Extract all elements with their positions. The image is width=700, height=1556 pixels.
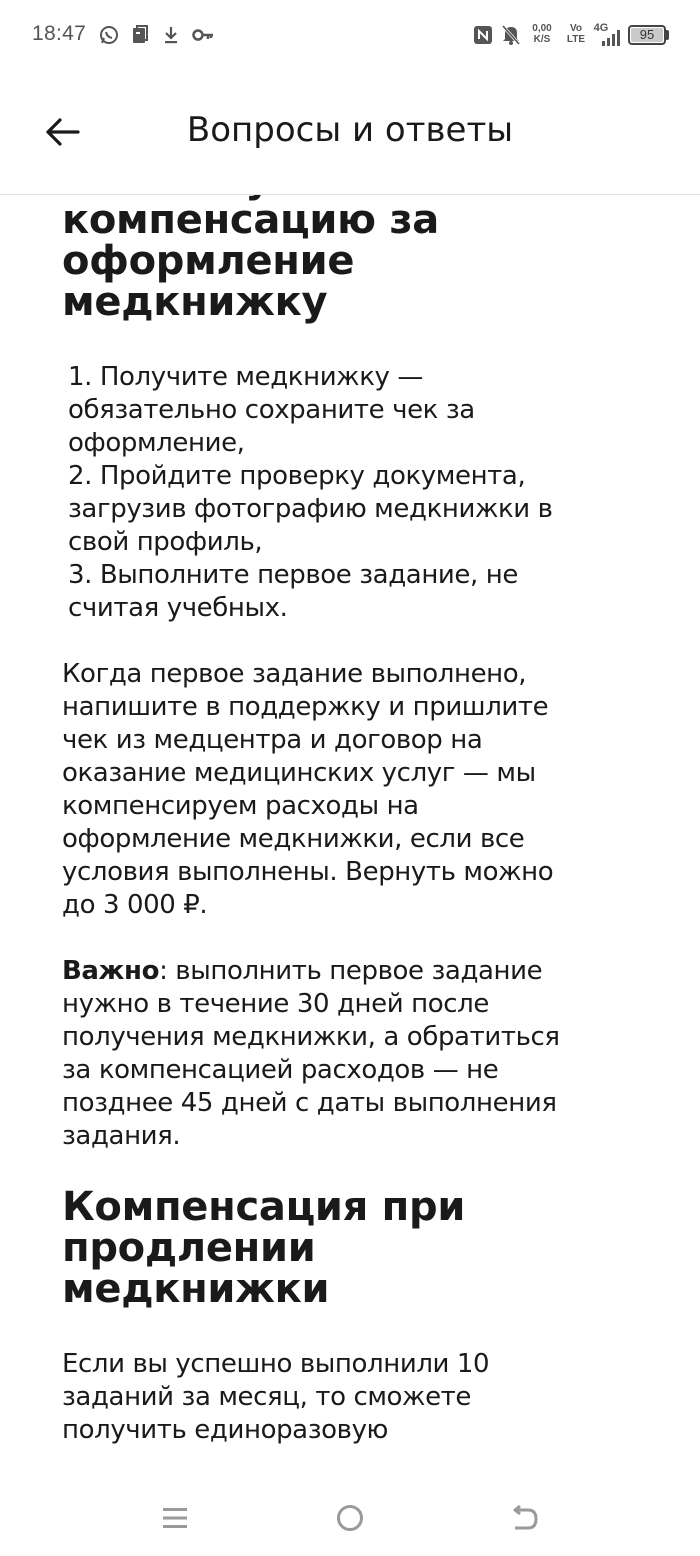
whatsapp-icon bbox=[98, 24, 120, 46]
status-bar bbox=[0, 0, 700, 70]
important-label: Важно bbox=[62, 956, 160, 986]
nfc-icon bbox=[472, 24, 494, 46]
back-icon bbox=[510, 1504, 540, 1532]
page-title: Вопросы и ответы bbox=[186, 110, 514, 150]
key-icon bbox=[192, 24, 214, 46]
menu-button[interactable] bbox=[155, 1498, 195, 1538]
article-paragraph: Когда первое задание выполнено, напишите в поддержку и пришлите чек из медцентра и договор на оказание медицинских услуг — мы компенсируем расходы на оформление медкнижки, если все условия выполнены. Вернуть можно до 3 000 ₽. bbox=[62, 659, 554, 920]
network-type: 4G bbox=[593, 22, 609, 34]
system-nav-bar bbox=[0, 1480, 700, 1556]
article-heading-1: компенсацию за оформление медкнижку bbox=[62, 197, 439, 325]
step-item: 3. Выполните первое задание, не считая учебных. bbox=[68, 560, 518, 623]
menu-icon bbox=[161, 1505, 189, 1531]
important-text: : выполнить первое задание нужно в течение 30 дней после получения медкнижки, а обратиться за компенсацией расходов — не позднее 45 дней с даты выполнения задания. bbox=[62, 956, 560, 1151]
status-time: 18:47 bbox=[32, 22, 87, 45]
battery-tip bbox=[666, 30, 669, 40]
battery-percent: 95 bbox=[639, 27, 655, 42]
clipboard-icon bbox=[130, 24, 150, 46]
article-paragraph: Если вы успешно выполнили 10 заданий за месяц, то сможете получить единоразовую bbox=[62, 1349, 490, 1445]
app-header bbox=[0, 70, 700, 195]
steps-list bbox=[62, 361, 582, 625]
volte-top: Vo bbox=[569, 23, 583, 34]
net-speed-value: 0,00 bbox=[532, 23, 552, 34]
important-note bbox=[62, 955, 582, 1153]
net-speed bbox=[528, 23, 556, 45]
net-speed-unit: K/S bbox=[533, 34, 551, 45]
article-body bbox=[62, 159, 582, 1447]
bell-off-icon bbox=[500, 24, 522, 46]
home-icon bbox=[335, 1503, 365, 1533]
home-button[interactable] bbox=[330, 1498, 370, 1538]
volte-indicator bbox=[564, 23, 588, 45]
system-back-button[interactable] bbox=[505, 1498, 545, 1538]
battery-indicator bbox=[628, 25, 666, 45]
download-icon bbox=[162, 24, 180, 46]
signal-icon bbox=[600, 26, 624, 48]
step-item: 2. Пройдите проверку документа, загрузив фотографию медкнижки в свой профиль, bbox=[68, 461, 553, 557]
volte-bottom: LTE bbox=[566, 34, 586, 45]
article-heading-2: Компенсация при продлении медкнижки bbox=[62, 1184, 466, 1312]
article-content[interactable] bbox=[0, 195, 700, 1480]
step-item: 1. Получите медкнижку — обязательно сохраните чек за оформление, bbox=[68, 362, 475, 458]
